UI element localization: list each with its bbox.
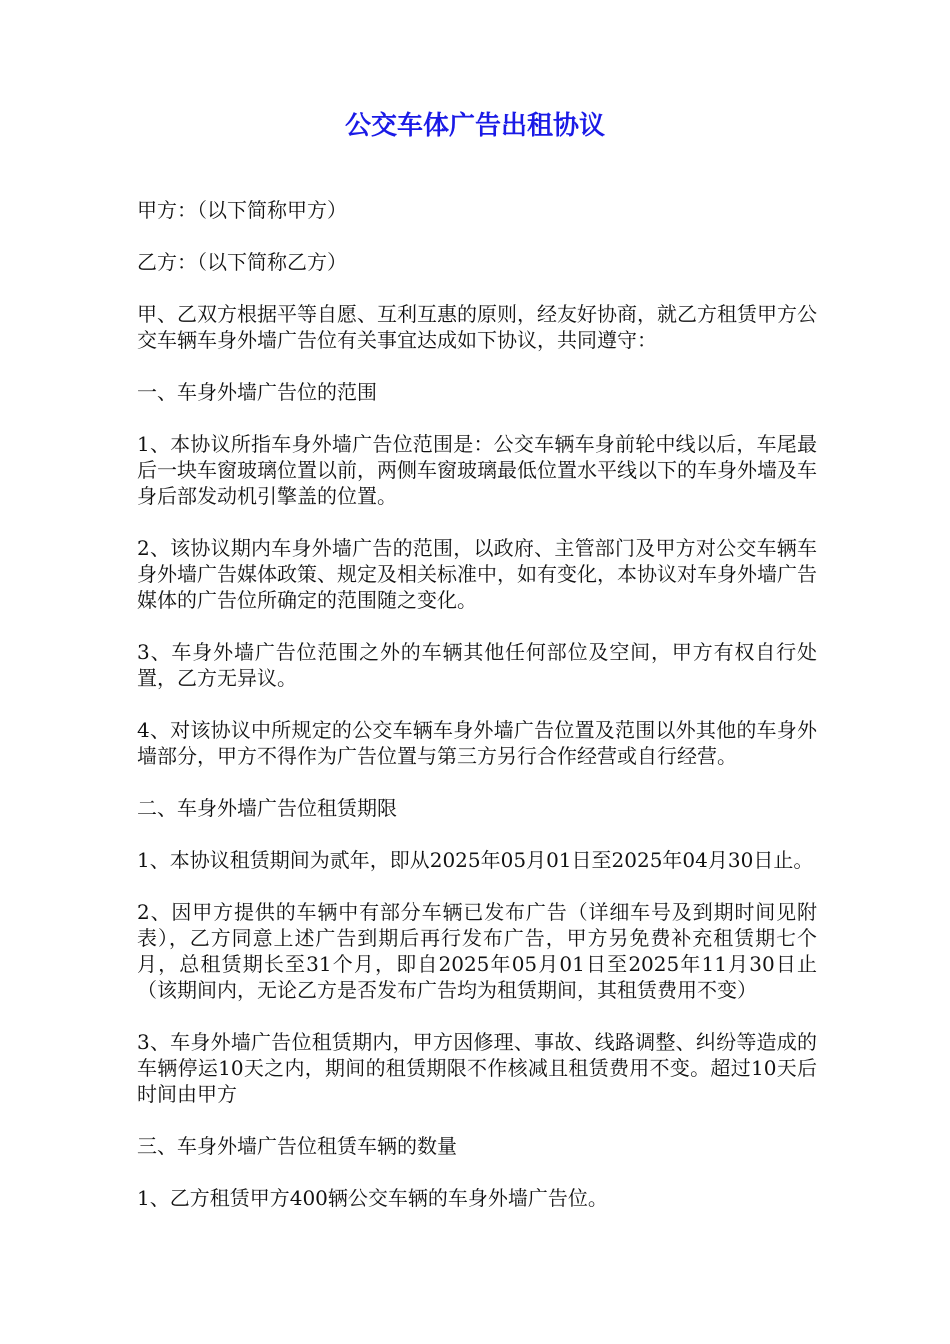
clause-1-4: 4、对该协议中所规定的公交车辆车身外墙广告位置及范围以外其他的车身外墙部分，甲方不得作为广告位置与第三方另行合作经营或自行经营。 [137,718,817,768]
document-body [137,197,817,1237]
section-heading-3: 三、车身外墙广告位租赁车辆的数量 [137,1134,457,1158]
clause-3-1: 1、乙方租赁甲方400辆公交车辆的车身外墙广告位。 [137,1186,608,1210]
party-b-line: 乙方：（以下简称乙方） [137,250,347,274]
section-heading-2: 二、车身外墙广告位租赁期限 [137,796,397,820]
clause-2-1: 1、本协议租赁期间为贰年，即从2025年05月01日至2025年04月30日止。 [137,848,814,872]
document-title: 公交车体广告出租协议 [344,111,605,141]
section-heading-1: 一、车身外墙广告位的范围 [137,380,377,404]
clause-1-3: 3、车身外墙广告位范围之外的车辆其他任何部位及空间，甲方有权自行处置，乙方无异议。 [137,640,817,690]
clause-2-3: 3、车身外墙广告位租赁期内，甲方因修理、事故、线路调整、纠纷等造成的车辆停运10天之内，期间的租赁期限不作核减且租赁费用不变。超过10天后时间由甲方 [137,1030,817,1106]
clause-1-2: 2、该协议期内车身外墙广告的范围，以政府、主管部门及甲方对公交车辆车身外墙广告媒体政策、规定及相关标准中，如有变化，本协议对车身外墙广告媒体的广告位所确定的范围随之变化。 [137,536,817,612]
preamble-paragraph: 甲、乙双方根据平等自愿、互利互惠的原则，经友好协商，就乙方租赁甲方公交车辆车身外墙广告位有关事宜达成如下协议，共同遵守： [137,302,817,352]
party-a-line: 甲方：（以下简称甲方） [137,198,347,222]
clause-2-2: 2、因甲方提供的车辆中有部分车辆已发布广告（详细车号及到期时间见附表），乙方同意上述广告到期后再行发布广告，甲方另免费补充租赁期七个月，总租赁期长至31个月，即自2025年05月01日至2025年11月30日止（该期间内，无论乙方是否发布广告均为租赁期间，其租赁费用不变） [137,900,817,1002]
clause-1-1: 1、本协议所指车身外墙广告位范围是：公交车辆车身前轮中线以后，车尾最后一块车窗玻璃位置以前，两侧车窗玻璃最低位置水平线以下的车身外墙及车身后部发动机引擎盖的位置。 [137,432,817,508]
